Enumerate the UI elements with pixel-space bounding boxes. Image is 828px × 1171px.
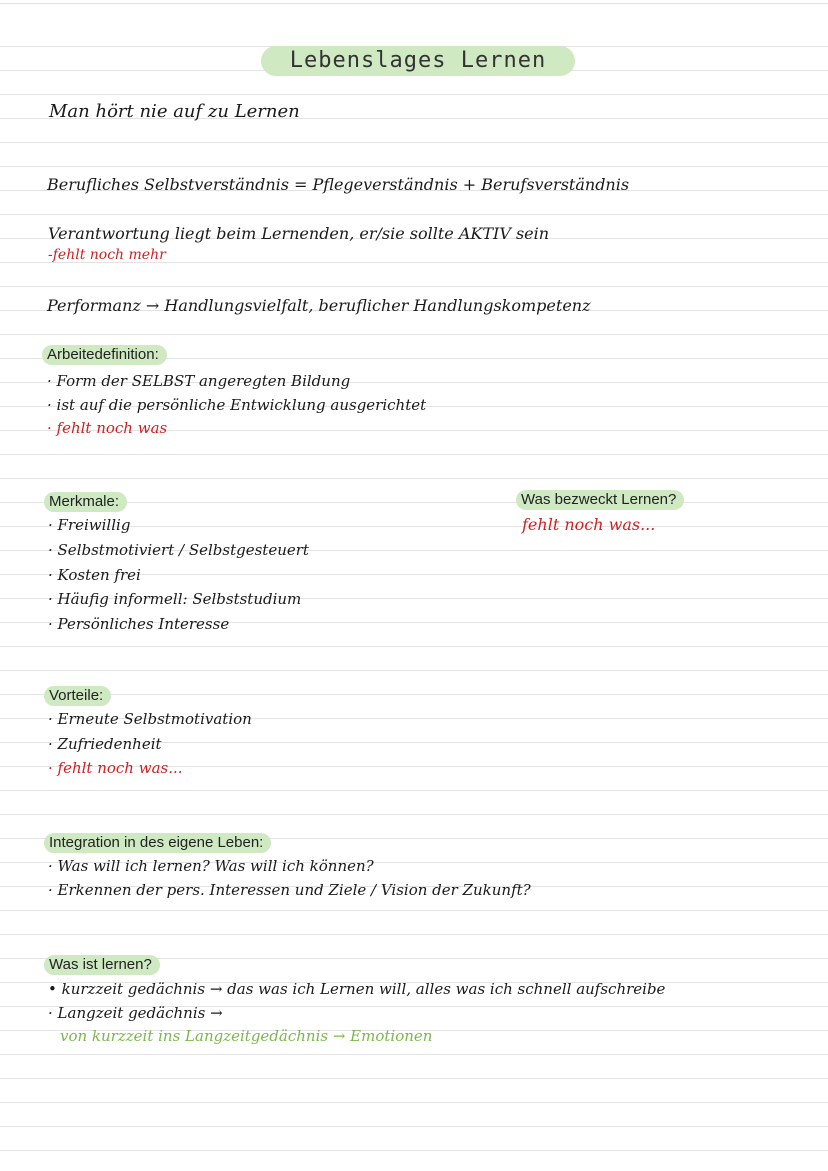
list-item: · ist auf die persönliche Entwicklung ausgerichtet [47,396,427,414]
list-item: • kurzzeit gedächnis → das was ich Lernen will, alles was ich schnell aufschreibe [48,980,666,998]
intro-line: Man hört nie auf zu Lernen [49,101,300,122]
arbeitsdefinition-heading: Arbeitedefinition: [42,345,167,365]
page-title: Lebenslages Lernen [261,46,575,76]
list-item: · Zufriedenheit [48,735,162,753]
list-item: · Erkennen der pers. Interessen und Ziele / Vision der Zukunft? [48,881,531,899]
verantwortung-line: Verantwortung liegt beim Lernenden, er/sie sollte AKTIV sein [48,224,550,243]
list-item: · Häufig informell: Selbststudium [48,590,302,608]
vorteile-heading: Vorteile: [44,686,111,706]
integration-heading: Integration in des eigene Leben: [44,833,271,853]
bezweckt-note: fehlt noch was... [522,515,656,534]
list-item: · fehlt noch was [47,419,168,437]
verantwortung-note: -fehlt noch mehr [48,247,166,263]
list-item: · Kosten frei [48,566,141,584]
bezweckt-heading: Was bezweckt Lernen? [516,490,684,510]
list-item: · Erneute Selbstmotivation [48,710,252,728]
list-item: · Persönliches Interesse [48,615,230,633]
list-item: · Was will ich lernen? Was will ich können? [48,857,374,875]
list-item: · Freiwillig [48,516,131,534]
was-ist-lernen-heading: Was ist lernen? [44,955,160,975]
was-ist-lernen-note: von kurzzeit ins Langzeitgedächnis → Emotionen [60,1027,433,1045]
list-item: · Form der SELBST angeregten Bildung [47,372,351,390]
selbstverstaendnis-line: Berufliches Selbstverständnis = Pflegeverständnis + Berufsverständnis [47,175,630,194]
performanz-line: Performanz → Handlungsvielfalt, beruflicher Handlungskompetenz [47,296,591,315]
list-item: · Selbstmotiviert / Selbstgesteuert [48,541,309,559]
list-item: · Langzeit gedächnis → [48,1004,223,1022]
list-item: · fehlt noch was... [48,759,183,777]
merkmale-heading: Merkmale: [44,492,127,512]
